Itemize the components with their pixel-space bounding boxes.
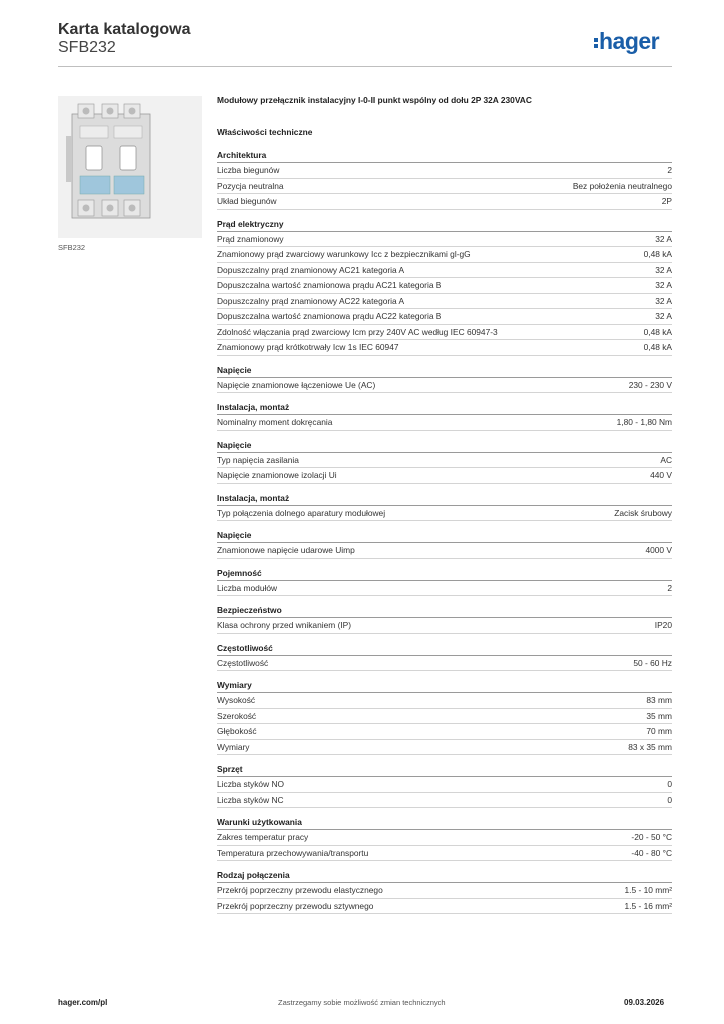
spec-label: Liczba modułów — [217, 582, 278, 593]
spec-label: Częstotliwość — [217, 657, 269, 668]
spec-label: Układ biegunów — [217, 196, 277, 206]
product-code: SFB232 — [58, 39, 116, 56]
spec-label: Przekrój poprzeczny przewodu elastycznego — [217, 885, 383, 895]
spec-section — [217, 492, 672, 522]
spec-row — [217, 618, 672, 634]
spec-row — [217, 194, 672, 210]
spec-value: Bez położenia neutralnego — [572, 180, 672, 191]
section-heading: Sprzęt — [217, 763, 672, 777]
spec-section — [217, 149, 672, 210]
spec-section — [217, 604, 672, 634]
spec-label: Znamionowy prąd krótkotrwały Icw 1s IEC 60947 — [217, 342, 399, 352]
spec-heading: Właściwości techniczne — [217, 127, 313, 137]
spec-value: 2P — [661, 196, 672, 206]
spec-row — [217, 777, 672, 793]
spec-value: 32 A — [655, 311, 672, 321]
spec-content — [217, 95, 672, 914]
spec-value: 1.5 - 10 mm² — [624, 885, 672, 895]
spec-label: Typ połączenia dolnego aparatury modułowej — [217, 507, 386, 518]
spec-value: Zacisk śrubowy — [614, 507, 672, 518]
spec-section — [217, 567, 672, 597]
spec-value: 32 A — [655, 233, 672, 244]
header-divider — [58, 66, 672, 67]
spec-label: Pozycja neutralna — [217, 180, 284, 191]
product-image — [58, 96, 202, 238]
spec-row — [217, 278, 672, 294]
spec-label: Liczba biegunów — [217, 165, 280, 175]
spec-row — [217, 724, 672, 740]
product-title: Modułowy przełącznik instalacyjny I-0-II punkt wspólny od dołu 2P 32A 230VAC — [217, 95, 532, 105]
spec-label: Nominalny moment dokręcania — [217, 417, 333, 427]
spec-label: Napięcie znamionowe łączeniowe Ue (AC) — [217, 379, 376, 390]
spec-value: 83 x 35 mm — [628, 741, 672, 752]
spec-label: Głębokość — [217, 726, 257, 736]
spec-value: -20 - 50 °C — [631, 832, 672, 842]
spec-value: 0,48 kA — [643, 342, 672, 352]
spec-value: 1,80 - 1,80 Nm — [616, 417, 672, 427]
spec-row — [217, 581, 672, 597]
section-heading: Napięcie — [217, 529, 672, 543]
logo-text: hager — [599, 28, 660, 54]
spec-label: Liczba styków NC — [217, 794, 284, 805]
spec-row — [217, 247, 672, 263]
spec-section — [217, 529, 672, 559]
spec-value: 35 mm — [646, 710, 672, 721]
section-heading: Rodzaj połączenia — [217, 869, 672, 883]
spec-section — [217, 816, 672, 861]
footer-website-link[interactable]: hager.com/pl — [58, 998, 108, 1007]
section-heading: Warunki użytkowania — [217, 816, 672, 830]
spec-row — [217, 179, 672, 195]
spec-row — [217, 830, 672, 846]
spec-row — [217, 415, 672, 431]
spec-value: -40 - 80 °C — [631, 847, 672, 858]
spec-value: 0 — [667, 794, 672, 805]
spec-value: 32 A — [655, 280, 672, 290]
spec-row — [217, 294, 672, 310]
spec-row — [217, 263, 672, 279]
section-heading: Prąd elektryczny — [217, 218, 672, 232]
spec-value: 440 V — [650, 470, 672, 480]
page-title: Karta katalogowa — [58, 21, 191, 38]
spec-row — [217, 232, 672, 248]
spec-label: Temperatura przechowywania/transportu — [217, 847, 369, 858]
spec-value: 2 — [667, 165, 672, 175]
spec-row — [217, 309, 672, 325]
spec-label: Wysokość — [217, 695, 256, 705]
spec-value: 4000 V — [645, 545, 672, 555]
spec-label: Dopuszczalna wartość znamionowa prądu AC22 kategoria B — [217, 311, 442, 321]
section-heading: Instalacja, montaż — [217, 492, 672, 506]
spec-label: Zdolność włączania prąd zwarciowy Icm przy 240V AC według IEC 60947-3 — [217, 326, 498, 337]
spec-label: Prąd znamionowy — [217, 233, 284, 244]
spec-value: 0,48 kA — [643, 249, 672, 259]
section-heading: Bezpieczeństwo — [217, 604, 672, 618]
spec-row — [217, 693, 672, 709]
spec-label: Znamionowy prąd zwarciowy warunkowy Icc z bezpiecznikami gl-gG — [217, 249, 471, 259]
spec-row — [217, 740, 672, 756]
spec-row — [217, 543, 672, 559]
spec-label: Wymiary — [217, 741, 250, 752]
spec-row — [217, 899, 672, 915]
spec-label: Dopuszczalna wartość znamionowa prądu AC21 kategoria B — [217, 280, 442, 290]
spec-section — [217, 679, 672, 755]
spec-value: 0 — [667, 779, 672, 789]
spec-label: Napięcie znamionowe izolacji Ui — [217, 470, 337, 480]
spec-value: 2 — [667, 582, 672, 593]
spec-label: Szerokość — [217, 710, 257, 721]
spec-section — [217, 218, 672, 356]
spec-section — [217, 642, 672, 672]
spec-section — [217, 401, 672, 431]
logo-dots-icon — [594, 36, 598, 50]
spec-sections — [217, 149, 672, 914]
spec-section — [217, 869, 672, 914]
spec-row — [217, 793, 672, 809]
spec-row — [217, 883, 672, 899]
footer-disclaimer: Zastrzegamy sobie możliwość zmian technicznych — [278, 998, 446, 1007]
spec-value: AC — [660, 454, 672, 465]
spec-row — [217, 506, 672, 522]
spec-row — [217, 325, 672, 341]
section-heading: Napięcie — [217, 439, 672, 453]
spec-row — [217, 163, 672, 179]
spec-label: Znamionowe napięcie udarowe Uimp — [217, 545, 355, 555]
spec-value: 32 A — [655, 264, 672, 275]
hager-logo — [594, 28, 659, 55]
spec-value: 32 A — [655, 295, 672, 306]
spec-value: 83 mm — [646, 695, 672, 705]
footer-date: 09.03.2026 — [624, 998, 665, 1007]
spec-row — [217, 656, 672, 672]
section-heading: Wymiary — [217, 679, 672, 693]
spec-label: Dopuszczalny prąd znamionowy AC22 kategoria A — [217, 295, 405, 306]
spec-row — [217, 453, 672, 469]
spec-value: 70 mm — [646, 726, 672, 736]
spec-row — [217, 709, 672, 725]
spec-row — [217, 340, 672, 356]
spec-section — [217, 439, 672, 484]
spec-value: 0,48 kA — [643, 326, 672, 337]
section-heading: Instalacja, montaż — [217, 401, 672, 415]
spec-value: 1.5 - 16 mm² — [624, 900, 672, 911]
section-heading: Pojemność — [217, 567, 672, 581]
image-caption: SFB232 — [58, 243, 86, 252]
section-heading: Częstotliwość — [217, 642, 672, 656]
spec-row — [217, 468, 672, 484]
section-heading: Architektura — [217, 149, 672, 163]
spec-label: Liczba styków NO — [217, 779, 285, 789]
section-heading: Napięcie — [217, 364, 672, 378]
spec-label: Klasa ochrony przed wnikaniem (IP) — [217, 620, 352, 630]
spec-label: Zakres temperatur pracy — [217, 832, 309, 842]
spec-label: Przekrój poprzeczny przewodu sztywnego — [217, 900, 374, 911]
spec-label: Dopuszczalny prąd znamionowy AC21 kategoria A — [217, 264, 405, 275]
spec-value: 230 - 230 V — [628, 379, 672, 390]
spec-label: Typ napięcia zasilania — [217, 454, 299, 465]
spec-value: IP20 — [654, 620, 672, 630]
spec-row — [217, 378, 672, 394]
spec-row — [217, 846, 672, 862]
spec-value: 50 - 60 Hz — [633, 657, 672, 668]
spec-section — [217, 364, 672, 394]
spec-section — [217, 763, 672, 808]
